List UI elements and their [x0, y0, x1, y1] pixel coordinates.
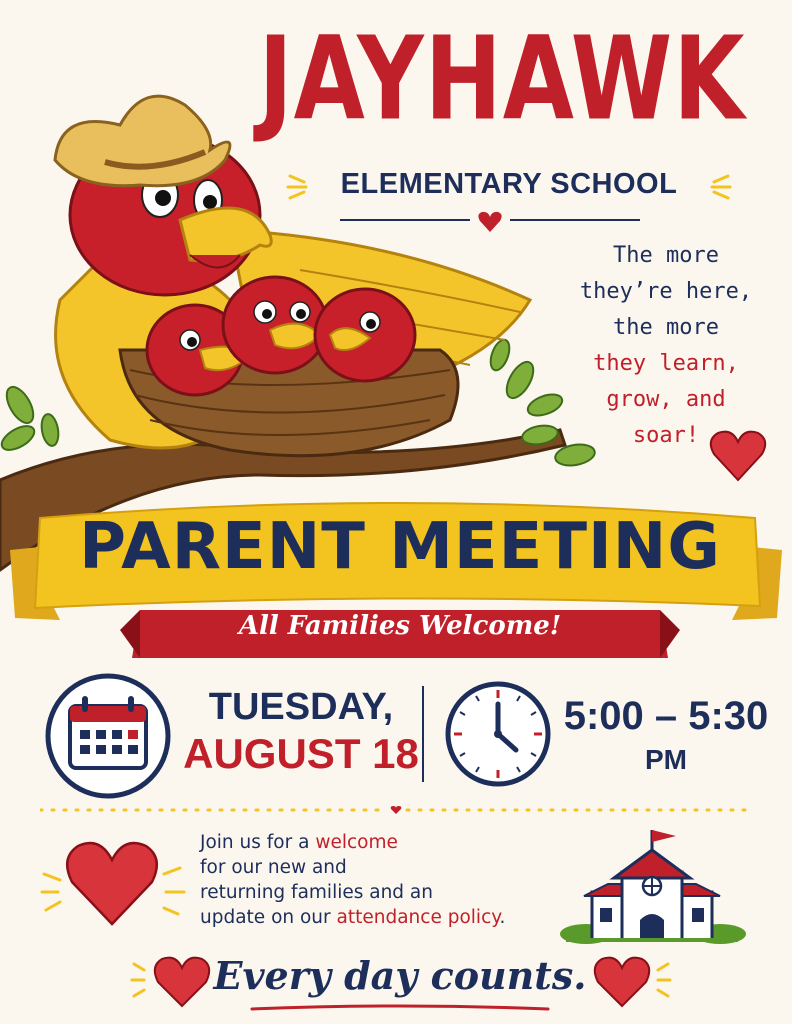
chick-2 — [223, 277, 327, 373]
details-text — [200, 830, 570, 930]
tagline-line: the more — [613, 315, 719, 340]
underline-stroke — [250, 1003, 550, 1013]
heart-icon — [38, 834, 186, 930]
vertical-divider — [422, 686, 424, 782]
tagline-line: soar! — [632, 423, 700, 448]
schoolhouse-icon — [556, 828, 748, 944]
dotted-divider — [40, 804, 752, 816]
tagline — [548, 238, 784, 454]
school-title: JAYHAWK — [258, 12, 746, 146]
ribbon-text: All Families Welcome! — [238, 611, 562, 641]
details-highlight: attendance policy — [336, 907, 500, 928]
heart-icon — [586, 952, 672, 1010]
banner-title: PARENT MEETING — [79, 510, 721, 584]
tagline-line: grow, and — [606, 387, 726, 412]
divider-heart-icon — [340, 208, 640, 238]
event-ampm: PM — [645, 744, 687, 775]
details-line — [200, 830, 570, 855]
details-line — [200, 905, 570, 930]
tagline-line: The more — [613, 243, 719, 268]
details-text-segment: Join us for a — [200, 832, 316, 853]
tagline-line: they’re here, — [579, 279, 753, 304]
chick-3 — [315, 289, 415, 381]
details-text-segment: update on our — [200, 907, 337, 928]
tagline-line: they learn, — [593, 351, 739, 376]
event-date: AUGUST 18 — [183, 730, 419, 777]
details-highlight: welcome — [315, 832, 398, 853]
details-text-segment: . — [499, 907, 506, 928]
school-subtitle: ELEMENTARY SCHOOL — [340, 168, 678, 200]
details-line: for our new and — [200, 857, 347, 878]
event-time: 5:00 – 5:30 — [563, 694, 769, 738]
clock-icon — [444, 680, 552, 788]
sparkle-right-icon — [696, 172, 732, 202]
heart-icon — [708, 428, 768, 484]
event-day: TUESDAY, — [208, 686, 394, 728]
footer-slogan: Every day counts. — [213, 953, 587, 998]
calendar-icon — [44, 672, 172, 800]
details-line: returning families and an — [200, 882, 433, 903]
cowboy-hat — [55, 96, 230, 186]
